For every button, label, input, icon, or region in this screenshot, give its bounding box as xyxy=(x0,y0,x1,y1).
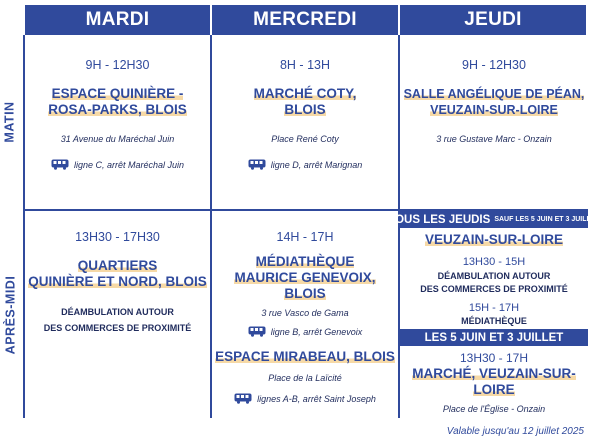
morning-jeudi-cell xyxy=(400,58,588,144)
period-afternoon: APRÈS-MIDI xyxy=(3,275,17,354)
place-name: MARCHÉ, VEUZAIN-SUR-LOIRE xyxy=(412,366,576,397)
address: Place René Coty xyxy=(271,134,339,144)
time: 13H30 - 17H30 xyxy=(75,230,160,244)
time: 15H - 17H xyxy=(468,302,520,314)
period-morning: MATIN xyxy=(3,101,17,143)
place-name: ESPACE QUINIÈRE - ROSA-PARKS, BLOIS xyxy=(48,86,187,117)
address-2: Place de la Laïcité xyxy=(268,373,342,383)
header-mardi xyxy=(25,5,210,35)
place-name: MARCHÉ COTY, BLOIS xyxy=(253,86,357,117)
afternoon-jeudi-special-cell xyxy=(400,351,588,414)
address: Place de l'Église - Onzain xyxy=(442,404,546,414)
place-name: QUARTIERS QUINIÈRE ET NORD, BLOIS xyxy=(28,258,207,289)
morning-mardi-cell xyxy=(25,58,210,170)
banner-every-thursday: TOUS LES JEUDIS SAUF LES 5 JUIN ET 3 JUILLET xyxy=(400,211,588,228)
bus-icon xyxy=(248,326,266,337)
time: 13H30 - 17H xyxy=(459,351,529,365)
afternoon-mercredi-cell xyxy=(212,230,398,404)
validity-note: Valable jusqu'au 12 juillet 2025 xyxy=(446,426,584,437)
description: DÉAMBULATION AUTOUR DES COMMERCES DE PROXIMITÉ xyxy=(420,271,568,294)
bus-info-2: lignes A-B, arrêt Saint Joseph xyxy=(212,393,398,404)
bus-icon xyxy=(51,159,69,170)
afternoon-mardi-cell xyxy=(25,230,210,336)
time: 9H - 12H30 xyxy=(462,58,526,72)
place-name-2: ESPACE MIRABEAU, BLOIS xyxy=(215,349,395,364)
place-name: MÉDIATHÈQUE MAURICE GENEVOIX, BLOIS xyxy=(234,254,376,301)
place-name: SALLE ANGÉLIQUE DE PÉAN, VEUZAIN-SUR-LOIRE xyxy=(403,87,585,117)
time: 8H - 13H xyxy=(279,58,331,72)
banner-special-dates: LES 5 JUIN ET 3 JUILLET xyxy=(400,329,588,346)
address: 3 rue Gustave Marc - Onzain xyxy=(436,134,552,144)
bus-icon xyxy=(248,159,266,170)
afternoon-jeudi-cell xyxy=(400,232,588,328)
bus-icon xyxy=(234,393,252,404)
place-name: VEUZAIN-SUR-LOIRE xyxy=(425,232,563,247)
day-label: MERCREDI xyxy=(253,9,357,30)
day-label: MARDI xyxy=(85,9,150,30)
header-mercredi xyxy=(212,5,398,35)
description: MÉDIATHÈQUE xyxy=(461,316,527,326)
morning-mercredi-cell xyxy=(212,58,398,170)
time: 9H - 12H30 xyxy=(85,58,150,72)
address: 3 rue Vasco de Gama xyxy=(261,308,349,318)
description: DÉAMBULATION AUTOUR DES COMMERCES DE PROXIMITÉ xyxy=(43,307,192,333)
bus-info: ligne D, arrêt Marignan xyxy=(212,159,398,170)
bus-info: ligne B, arrêt Genevoix xyxy=(212,326,398,337)
address: 31 Avenue du Maréchal Juin xyxy=(60,134,175,144)
time: 14H - 17H xyxy=(276,230,334,244)
bus-info: ligne C, arrêt Maréchal Juin xyxy=(25,159,210,170)
header-jeudi xyxy=(400,5,586,35)
day-label: JEUDI xyxy=(464,9,522,30)
time: 13H30 - 15H xyxy=(462,256,526,268)
